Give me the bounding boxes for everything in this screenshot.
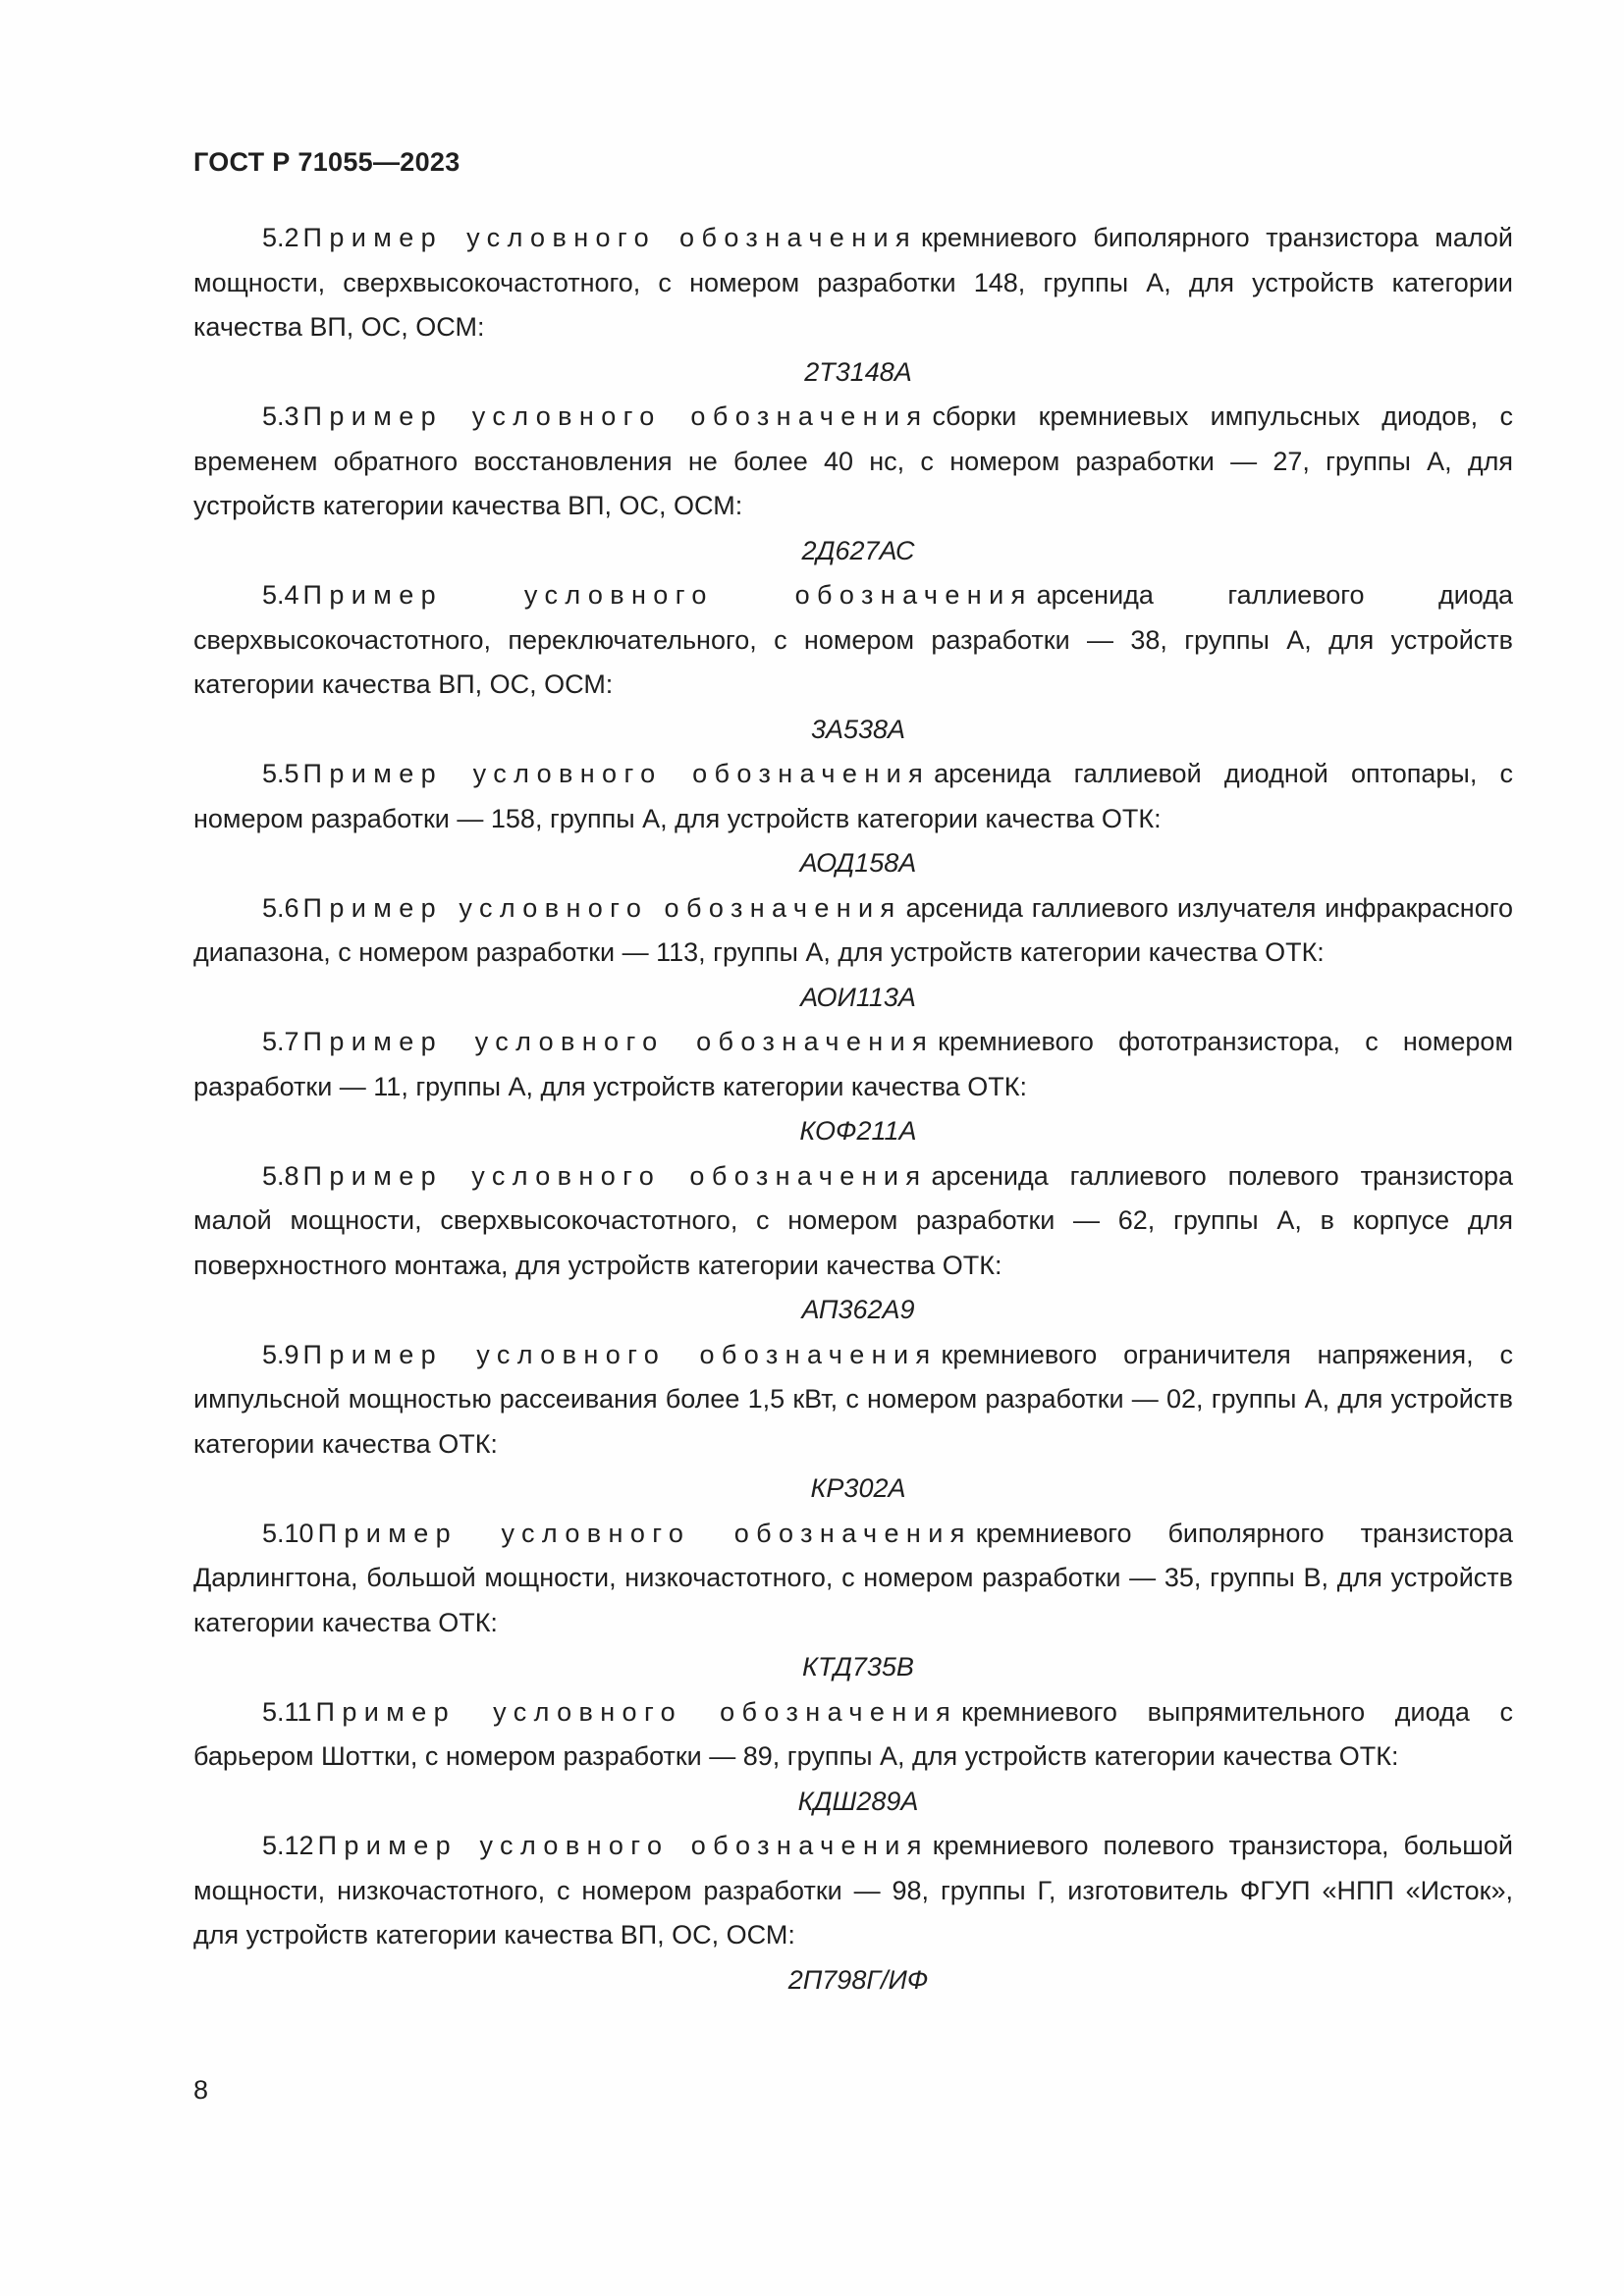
clause-number: 5.10 [262, 1518, 314, 1548]
designation-code: 2Д627АС [801, 535, 915, 565]
clause-number: 5.3 [262, 401, 299, 431]
clause-number: 5.2 [262, 223, 299, 252]
spaced-phrase: Пример условного обозначения [302, 580, 1033, 610]
entry-paragraph [193, 573, 1513, 708]
clause-number: 5.5 [262, 759, 299, 788]
clause-number: 5.9 [262, 1339, 299, 1369]
spaced-phrase: Пример условного обозначения [315, 1696, 958, 1727]
clause-number: 5.8 [262, 1160, 299, 1191]
designation-code: КОФ211А [799, 1116, 917, 1146]
clause-number: 5.11 [262, 1696, 312, 1727]
entry-paragraph [193, 395, 1513, 529]
entry-paragraph [193, 1333, 1513, 1468]
designation-code: 2Т3148А [804, 356, 912, 387]
entry-text: кремниевого ограничителя напряжения, с импульсной мощностью рассеивания более 1,5 кВт, с номером разработки — 02, группы А, для устройств категории качества ОТК: [193, 1339, 1514, 1459]
clause-number: 5.4 [262, 580, 299, 610]
entry-paragraph [193, 1824, 1513, 1958]
entry-text: сборки кремниевых импульсных диодов, с временем обратного восстановления не более 40 нс, с номером разработки — 27, группы А, для устройств категории качества ВП, ОС, ОСМ: [193, 401, 1514, 520]
page-number: 8 [193, 2075, 209, 2105]
designation-code: АОД158А [799, 848, 917, 878]
entry-text: кремниевого выпрямительного диода с барьером Шоттки, с номером разработки — 89, группы А, для устройств категории качества ОТК: [193, 1696, 1514, 1771]
entry-paragraph [193, 1690, 1513, 1780]
entry-text: кремниевого полевого транзистора, большой мощности, низкочастотного, с номером разработки — 98, группы Г, изготовитель ФГУП «НПП «Исток», для устройств категории качества ВП, ОС, ОСМ: [193, 1831, 1514, 1949]
designation-code: АОИ113А [800, 982, 916, 1012]
designation-code: 3А538А [810, 714, 906, 744]
entry-text: арсенида галлиевого излучателя инфракрасного диапазона, с номером разработки — 113, группы А, для устройств категории качества ОТК: [193, 892, 1514, 967]
designation-code: 2П798Г/ИФ [787, 1964, 929, 1995]
designation-code: КТД735В [802, 1652, 914, 1682]
clause-number: 5.6 [262, 892, 299, 923]
document-body [193, 216, 1513, 2002]
designation-code: АП362А9 [801, 1295, 915, 1324]
designation-code: КДШ289А [797, 1786, 919, 1816]
designation-code: КР302А [810, 1473, 906, 1503]
spaced-phrase: Пример условного обозначения [317, 1831, 929, 1860]
entry-text: кремниевого биполярного транзистора малой мощности, сверхвысокочастотного, с номером разработки 148, группы А, для устройств категории качества ВП, ОС, ОСМ: [193, 223, 1514, 342]
document-header: ГОСТ Р 71055—2023 [193, 147, 460, 177]
entry-text: кремниевого фототранзистора, с номером разработки — 11, группы А, для устройств категории качества ОТК: [193, 1027, 1514, 1101]
entry-text: арсенида галлиевой диодной оптопары, с номером разработки — 158, группы А, для устройств категории качества ОТК: [193, 759, 1514, 833]
entry-text: арсенида галлиевого полевого транзистора малой мощности, сверхвысокочастотного, с номером разработки — 62, группы А, в корпусе для поверхностного монтажа, для устройств категории качества ОТК: [193, 1160, 1514, 1280]
entry-text: арсенида галлиевого диода сверхвысокочастотного, переключательного, с номером разработки — 38, группы А, для устройств категории качества ВП, ОС, ОСМ: [193, 580, 1513, 699]
entry-paragraph [193, 216, 1513, 350]
entry-paragraph [193, 1512, 1513, 1646]
spaced-phrase: Пример условного обозначения [302, 759, 931, 788]
clause-number: 5.7 [262, 1027, 299, 1056]
spaced-phrase: Пример условного обозначения [302, 892, 902, 923]
entry-text: кремниевого биполярного транзистора Дарлингтона, большой мощности, низкочастотного, с номером разработки — 35, группы В, для устройств категории качества ОТК: [193, 1518, 1513, 1637]
entry-paragraph [193, 752, 1513, 841]
spaced-phrase: Пример условного обозначения [302, 1160, 928, 1191]
entry-paragraph [193, 886, 1513, 976]
spaced-phrase: Пример условного обозначения [302, 223, 918, 252]
entry-paragraph [193, 1020, 1513, 1109]
clause-number: 5.12 [262, 1831, 314, 1860]
spaced-phrase: Пример условного обозначения [302, 1339, 938, 1369]
spaced-phrase: Пример условного обозначения [302, 401, 929, 431]
spaced-phrase: Пример условного обозначения [302, 1027, 935, 1056]
entry-paragraph [193, 1154, 1513, 1289]
spaced-phrase: Пример условного обозначения [317, 1518, 972, 1548]
